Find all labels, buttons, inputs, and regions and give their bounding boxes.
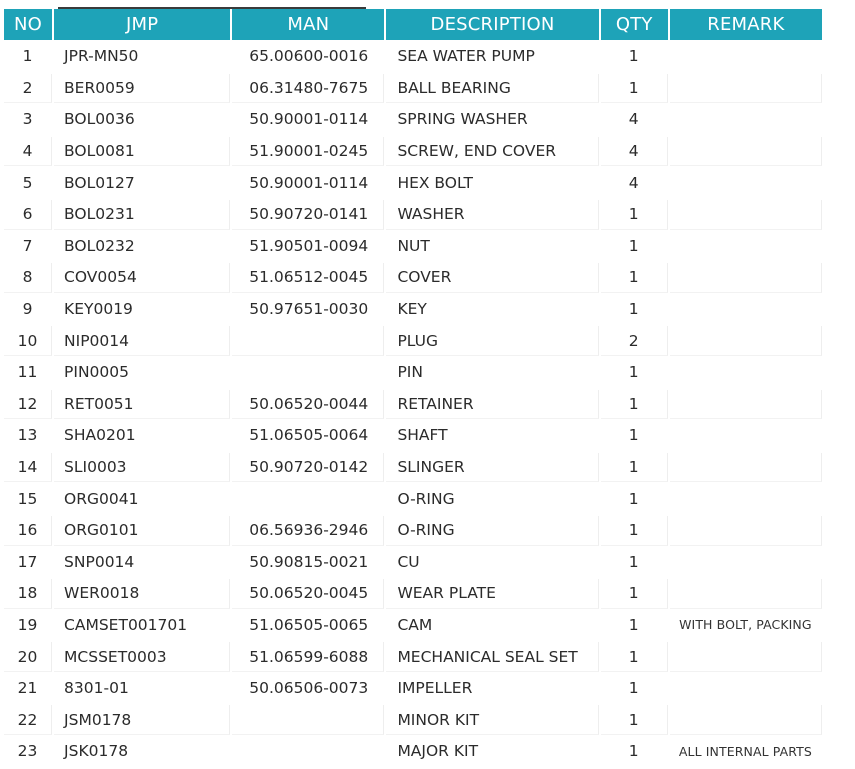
cell-man: 50.97651-0030 [232,295,384,325]
table-row [4,263,822,293]
cell-jmp: BOL0036 [54,105,230,135]
column-header-no: NO [4,9,52,40]
cell-remark [670,453,822,483]
cell-jmp: BOL0232 [54,232,230,262]
cell-remark [670,137,822,167]
table-row [4,200,822,230]
cell-qty: 1 [601,295,668,325]
cell-man: 50.90720-0141 [232,200,384,230]
cell-qty: 1 [601,737,668,767]
cell-qty: 1 [601,484,668,514]
cell-description: SPRING WASHER [386,105,598,135]
cell-description: CU [386,548,598,578]
cell-no: 8 [4,263,52,293]
cell-man: 50.06520-0044 [232,390,384,420]
cell-man: 51.06512-0045 [232,263,384,293]
cell-description: SEA WATER PUMP [386,42,598,72]
cell-man: 51.06505-0064 [232,421,384,451]
cell-no: 17 [4,548,52,578]
cell-remark [670,200,822,230]
cell-description: RETAINER [386,390,598,420]
cell-man: 51.90001-0245 [232,137,384,167]
cell-description: WASHER [386,200,598,230]
cell-jmp: BER0059 [54,74,230,104]
cell-man [232,705,384,735]
table-row [4,548,822,578]
cell-man: 65.00600-0016 [232,42,384,72]
cell-description: MAJOR KIT [386,737,598,767]
cell-qty: 1 [601,232,668,262]
cell-qty: 1 [601,358,668,388]
table-row [4,105,822,135]
cell-remark [670,548,822,578]
cell-qty: 1 [601,579,668,609]
table-row [4,705,822,735]
cell-no: 16 [4,516,52,546]
cell-no: 3 [4,105,52,135]
cell-qty: 4 [601,137,668,167]
cell-qty: 2 [601,326,668,356]
cell-no: 15 [4,484,52,514]
cell-remark [670,674,822,704]
cell-man: 51.06599-6088 [232,642,384,672]
cell-remark [670,326,822,356]
cell-description: KEY [386,295,598,325]
cell-qty: 1 [601,42,668,72]
cell-qty: 1 [601,674,668,704]
cell-man [232,358,384,388]
cell-description: MINOR KIT [386,705,598,735]
cell-jmp: NIP0014 [54,326,230,356]
cell-qty: 1 [601,200,668,230]
cell-qty: 4 [601,168,668,198]
cell-description: O-RING [386,516,598,546]
cell-qty: 4 [601,105,668,135]
cell-description: SLINGER [386,453,598,483]
cell-description: WEAR PLATE [386,579,598,609]
parts-list [4,7,824,769]
cell-man [232,326,384,356]
cell-man: 50.06520-0045 [232,579,384,609]
cell-man: 06.31480-7675 [232,74,384,104]
table-row [4,516,822,546]
cell-description: SHAFT [386,421,598,451]
cell-remark [670,642,822,672]
cell-jmp: JSK0178 [54,737,230,767]
cell-description: COVER [386,263,598,293]
cell-no: 20 [4,642,52,672]
cell-description: BALL BEARING [386,74,598,104]
cell-description: PLUG [386,326,598,356]
cell-jmp: BOL0127 [54,168,230,198]
cell-description: PIN [386,358,598,388]
table-row [4,674,822,704]
cell-man: 50.90720-0142 [232,453,384,483]
column-header-man: MAN [232,9,384,40]
cell-no: 5 [4,168,52,198]
cell-qty: 1 [601,390,668,420]
cell-remark [670,168,822,198]
cell-description: IMPELLER [386,674,598,704]
cell-remark [670,421,822,451]
cell-jmp: CAMSET001701 [54,611,230,641]
cell-no: 13 [4,421,52,451]
table-row [4,611,822,641]
cell-jmp: SNP0014 [54,548,230,578]
cell-remark: ALL INTERNAL PARTS [670,737,822,767]
table-body [4,42,822,767]
cell-jmp: KEY0019 [54,295,230,325]
table-row [4,421,822,451]
cell-remark [670,516,822,546]
cell-description: HEX BOLT [386,168,598,198]
cell-man: 50.90001-0114 [232,105,384,135]
table-row [4,737,822,767]
cell-remark [670,295,822,325]
cell-jmp: COV0054 [54,263,230,293]
cell-no: 4 [4,137,52,167]
cell-qty: 1 [601,263,668,293]
cell-no: 1 [4,42,52,72]
cell-jmp: MCSSET0003 [54,642,230,672]
cell-no: 11 [4,358,52,388]
cell-remark [670,42,822,72]
cell-remark [670,105,822,135]
cell-man: 50.90815-0021 [232,548,384,578]
column-header-description: DESCRIPTION [386,9,598,40]
table-row [4,168,822,198]
table-row [4,295,822,325]
cell-remark [670,579,822,609]
cell-no: 19 [4,611,52,641]
cell-jmp: BOL0081 [54,137,230,167]
parts-table [2,7,824,769]
cell-jmp: ORG0101 [54,516,230,546]
cell-qty: 1 [601,516,668,546]
cell-description: SCREW, END COVER [386,137,598,167]
cell-jmp: PIN0005 [54,358,230,388]
cell-jmp: ORG0041 [54,484,230,514]
cell-no: 12 [4,390,52,420]
table-row [4,326,822,356]
cell-remark [670,390,822,420]
table-row [4,453,822,483]
cell-description: CAM [386,611,598,641]
cell-no: 23 [4,737,52,767]
cell-jmp: JSM0178 [54,705,230,735]
cell-qty: 1 [601,642,668,672]
table-row [4,390,822,420]
cell-qty: 1 [601,548,668,578]
cell-remark [670,358,822,388]
cell-remark [670,263,822,293]
cell-jmp: WER0018 [54,579,230,609]
cell-man: 50.06506-0073 [232,674,384,704]
cell-man: 06.56936-2946 [232,516,384,546]
column-header-remark: REMARK [670,9,822,40]
header-row [4,9,822,40]
cell-description: NUT [386,232,598,262]
cell-no: 18 [4,579,52,609]
cell-jmp: RET0051 [54,390,230,420]
top-rule [58,7,366,9]
cell-description: MECHANICAL SEAL SET [386,642,598,672]
cell-no: 21 [4,674,52,704]
cell-man [232,484,384,514]
cell-qty: 1 [601,74,668,104]
cell-man: 51.06505-0065 [232,611,384,641]
cell-no: 10 [4,326,52,356]
table-row [4,74,822,104]
table-row [4,42,822,72]
cell-qty: 1 [601,421,668,451]
cell-no: 7 [4,232,52,262]
cell-remark [670,705,822,735]
column-header-jmp: JMP [54,9,230,40]
column-header-qty: QTY [601,9,668,40]
table-row [4,579,822,609]
cell-man: 51.90501-0094 [232,232,384,262]
cell-description: O-RING [386,484,598,514]
cell-remark: WITH BOLT, PACKING [670,611,822,641]
cell-man [232,737,384,767]
cell-jmp: BOL0231 [54,200,230,230]
cell-remark [670,484,822,514]
cell-qty: 1 [601,611,668,641]
cell-man: 50.90001-0114 [232,168,384,198]
table-row [4,232,822,262]
table-row [4,358,822,388]
cell-qty: 1 [601,453,668,483]
cell-remark [670,232,822,262]
cell-jmp: JPR-MN50 [54,42,230,72]
cell-no: 14 [4,453,52,483]
cell-remark [670,74,822,104]
table-row [4,137,822,167]
cell-no: 2 [4,74,52,104]
cell-jmp: SLI0003 [54,453,230,483]
table-row [4,642,822,672]
cell-no: 9 [4,295,52,325]
cell-no: 6 [4,200,52,230]
cell-jmp: 8301-01 [54,674,230,704]
cell-qty: 1 [601,705,668,735]
table-row [4,484,822,514]
cell-jmp: SHA0201 [54,421,230,451]
cell-no: 22 [4,705,52,735]
